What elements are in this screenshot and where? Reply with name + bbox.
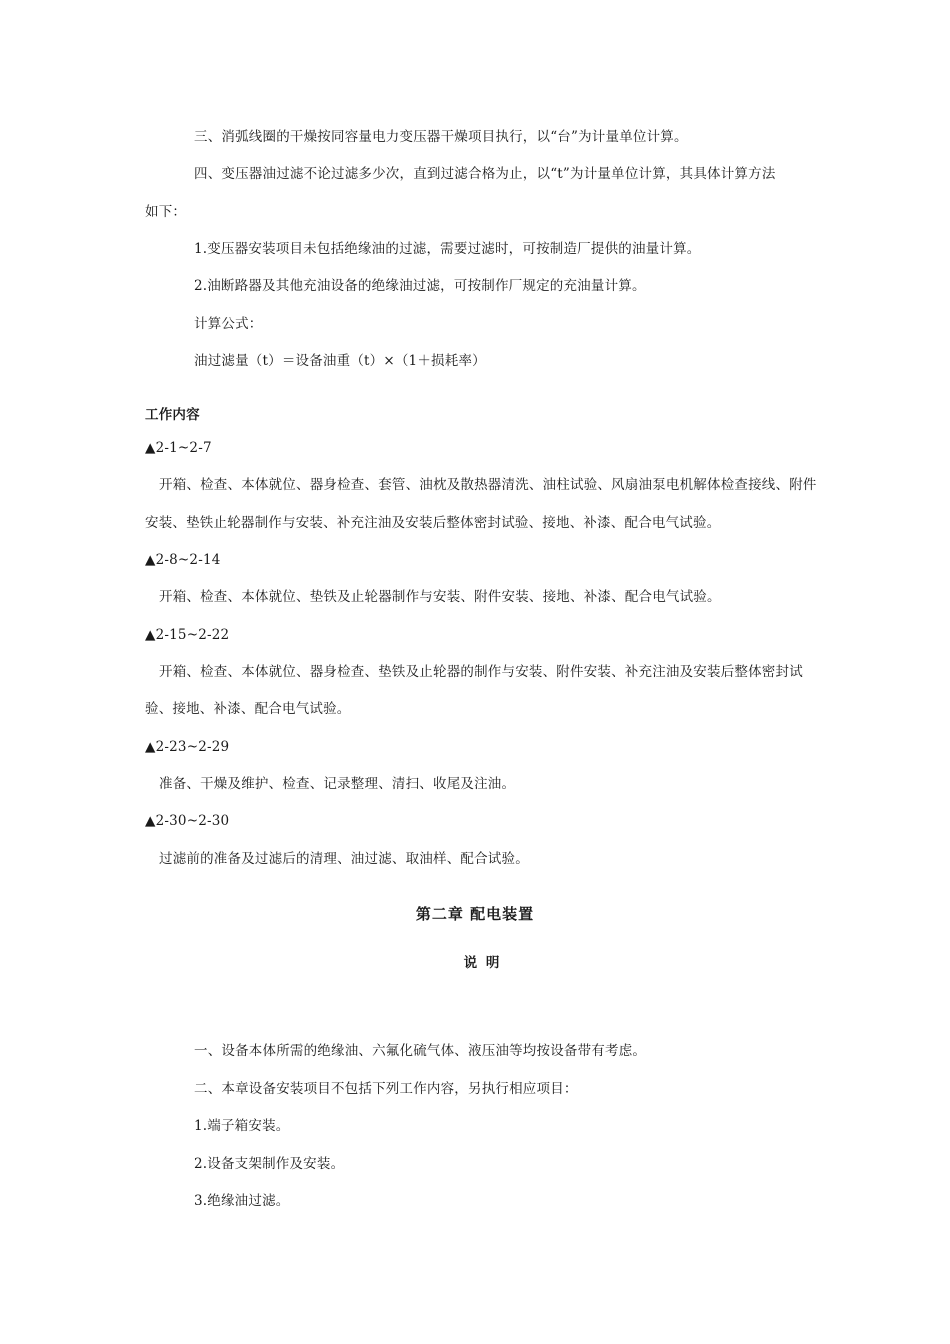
range-label: ▲2-30~2-30 — [145, 813, 230, 829]
range-label: ▲2-8~2-14 — [145, 552, 221, 568]
work-content-line: 开箱、检查、本体就位、垫铁及止轮器制作与安装、附件安装、接地、补漆、配合电气试验。 — [159, 589, 721, 605]
work-content-heading: 工作内容 — [145, 407, 200, 423]
work-content-line: 准备、干燥及维护、检查、记录整理、清扫、收尾及注油。 — [159, 776, 516, 792]
list-item: 1.端子箱安装。 — [194, 1118, 290, 1134]
list-item: 2.设备支架制作及安装。 — [194, 1156, 345, 1172]
paragraph-excluded-work: 二、本章设备安装项目不包括下列工作内容，另执行相应项目： — [194, 1081, 578, 1097]
section-subtitle: 说 明 — [463, 955, 502, 971]
formula-text: 油过滤量（t）＝设备油重（t）×（1＋损耗率） — [194, 353, 486, 369]
formula-label: 计算公式： — [194, 316, 263, 332]
paragraph-oil-filtering-line1: 四、变压器油过滤不论过滤多少次，直到过滤合格为止，以“t”为计量单位计算，其具体计算方法 — [194, 166, 776, 182]
paragraph-oil-filtering-line2: 如下： — [145, 204, 187, 220]
work-content-line: 验、接地、补漆、配合电气试验。 — [145, 701, 351, 717]
chapter-title: 第二章 配电装置 — [415, 905, 535, 923]
work-content-line: 安装、垫铁止轮器制作与安装、补充注油及安装后整体密封试验、接地、补漆、配合电气试验。 — [145, 515, 721, 531]
list-item: 3.绝缘油过滤。 — [194, 1193, 290, 1209]
work-content-line: 过滤前的准备及过滤后的清理、油过滤、取油样、配合试验。 — [159, 851, 529, 867]
range-label: ▲2-1~2-7 — [145, 440, 212, 456]
list-item-transformer-oil: 1.变压器安装项目未包括绝缘油的过滤，需要过滤时，可按制造厂提供的油量计算。 — [194, 241, 701, 257]
work-content-line: 开箱、检查、本体就位、器身检查、垫铁及止轮器的制作与安装、附件安装、补充注油及安装后整体密封试 — [159, 664, 803, 680]
range-label: ▲2-23~2-29 — [145, 739, 230, 755]
paragraph-equipment-oil: 一、设备本体所需的绝缘油、六氟化硫气体、液压油等均按设备带有考虑。 — [194, 1043, 647, 1059]
list-item-breaker-oil: 2.油断路器及其他充油设备的绝缘油过滤，可按制作厂规定的充油量计算。 — [194, 278, 646, 294]
paragraph-arc-coil-drying: 三、消弧线圈的干燥按同容量电力变压器干燥项目执行，以“台”为计量单位计算。 — [194, 129, 688, 145]
range-label: ▲2-15~2-22 — [145, 627, 230, 643]
work-content-line: 开箱、检查、本体就位、器身检查、套管、油枕及散热器清洗、油柱试验、风扇油泵电机解体检查接线、附件 — [159, 477, 817, 493]
